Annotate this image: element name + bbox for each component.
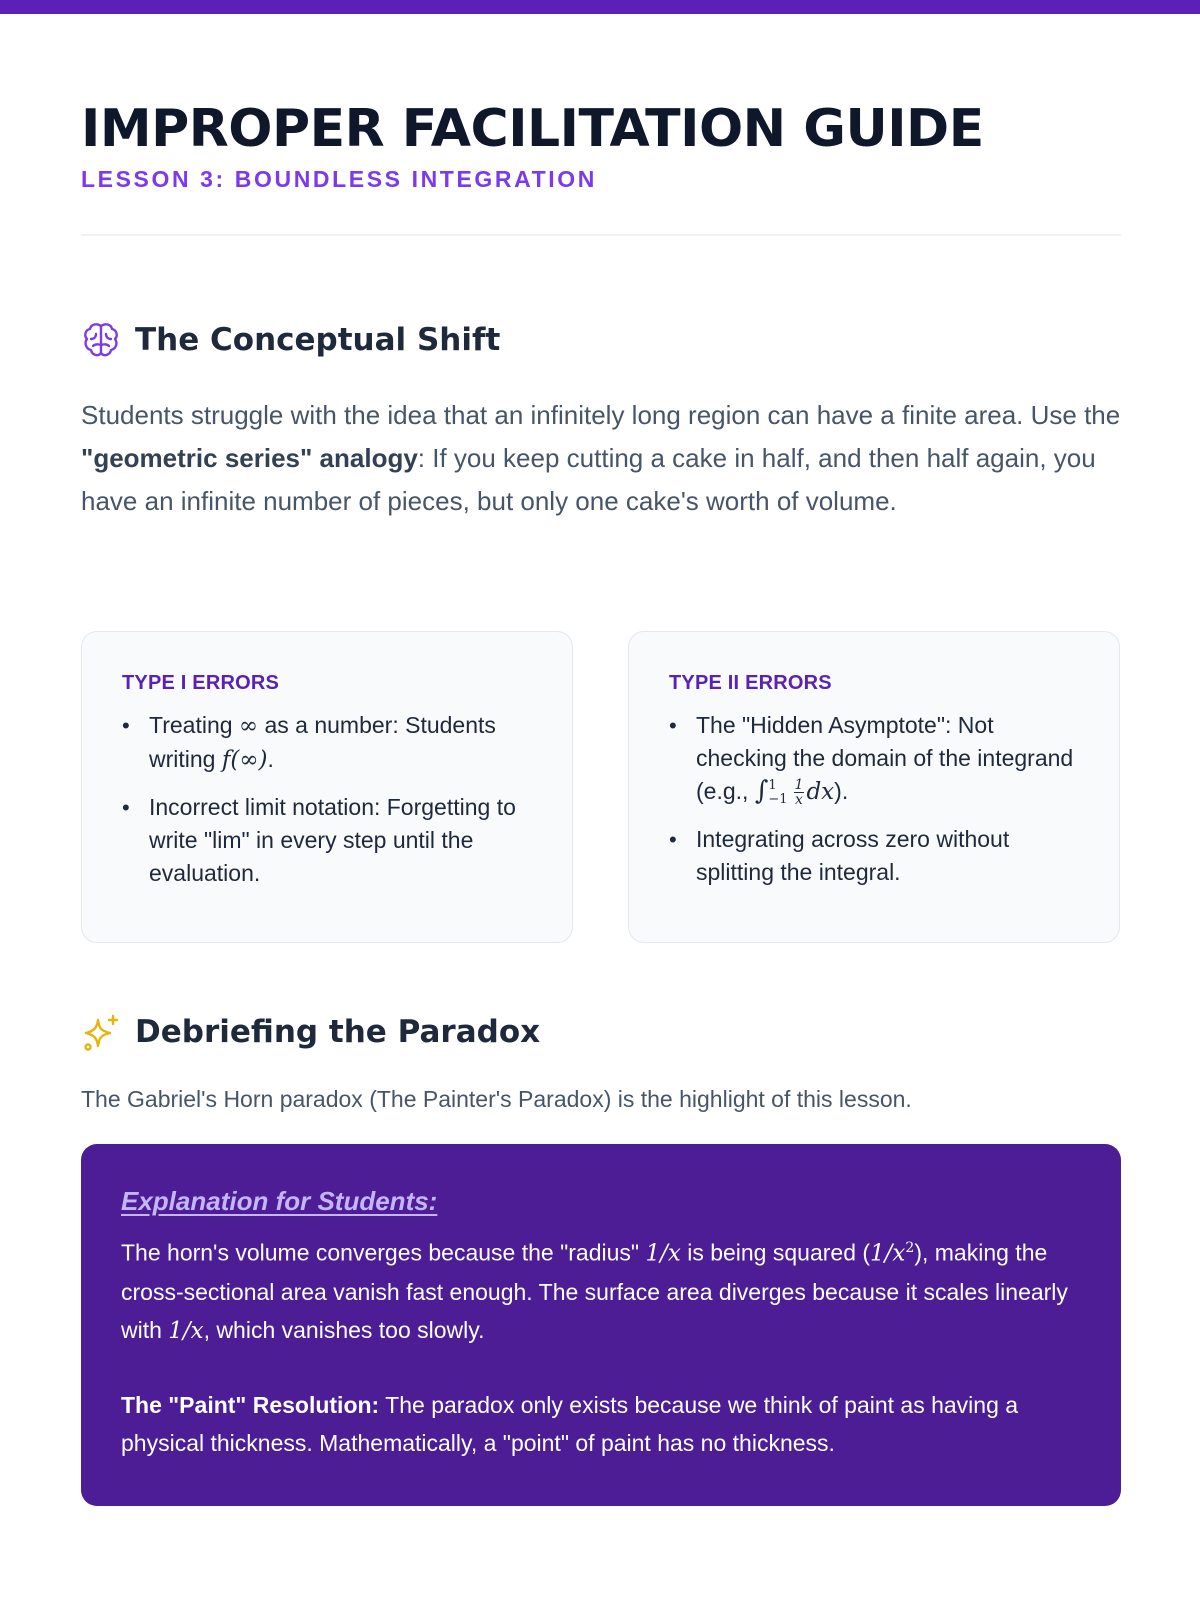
fraction-numerator: 1 [794, 777, 804, 794]
explanation-text: ), making the cross-sectional area vanish fast enough. The surface area diverges because it scales linearly with [121, 1239, 1068, 1343]
explanation-box [81, 1144, 1121, 1506]
list-item [669, 709, 1089, 809]
list-item [122, 709, 542, 777]
intro-bold-analogy: "geometric series" analogy [81, 443, 418, 473]
item-text: as a number: Students writing [149, 712, 496, 772]
item-text: . [267, 746, 274, 772]
item-text: ). [834, 778, 849, 804]
math-expression: 1/x [168, 1317, 204, 1344]
list-item: • Incorrect limit notation: Forgetting to write "lim" in every step until the evaluation. [122, 791, 542, 890]
math-expression: 1/x [645, 1240, 681, 1267]
explanation-text: , which vanishes too slowly. [203, 1316, 485, 1343]
page-subtitle: LESSON 3: BOUNDLESS INTEGRATION [81, 166, 597, 192]
math-expression: 1/x [870, 1240, 906, 1267]
type-one-errors-title: TYPE I ERRORS [122, 672, 280, 694]
lower-limit: −1 [768, 791, 788, 807]
paint-resolution-paragraph [121, 1386, 1081, 1462]
page-title: IMPROPER FACILITATION GUIDE [81, 99, 984, 159]
list-item: • Integrating across zero without splitting the integral. [669, 823, 1089, 889]
fraction-denominator: x [795, 792, 803, 809]
differential: dx [806, 779, 835, 805]
conceptual-shift-heading: The Conceptual Shift [135, 322, 501, 358]
upper-limit: 1 [768, 777, 777, 793]
intro-text-end: : If you keep cutting a cake in half, and then half again, you have an infinite number of pieces, but only one cake's worth of volume. [81, 443, 1096, 516]
integral-sign: ∫ [754, 776, 769, 806]
intro-text-start: Students struggle with the idea that an infinitely long region can have a finite area. Use the [81, 400, 1121, 430]
conceptual-shift-header [81, 318, 500, 362]
explanation-paragraph [121, 1229, 1081, 1350]
brain-icon [81, 320, 121, 360]
infinity-symbol: ∞ [238, 713, 259, 739]
conceptual-shift-text [81, 394, 1121, 523]
explanation-text: The horn's volume converges because the "radius" [121, 1239, 646, 1266]
type-two-errors-list [669, 709, 1089, 889]
type-two-errors-title: TYPE II ERRORS [669, 672, 832, 694]
type-two-errors-card [628, 631, 1120, 943]
explanation-title: Explanation for Students: [121, 1186, 438, 1216]
paradox-intro-text: The Gabriel's Horn paradox (The Painter's Paradox) is the highlight of this lesson. [81, 1086, 912, 1112]
type-one-errors-card [81, 631, 573, 943]
exponent: 2 [905, 1240, 915, 1256]
fraction [794, 778, 805, 807]
math-expression: f(∞) [221, 747, 268, 773]
paint-resolution-text: The paradox only exists because we think of paint as having a physical thickness. Mathematically, a "point" of paint has no thickness. [121, 1391, 1019, 1456]
item-text: The "Hidden Asymptote": Not checking the domain of the integrand (e.g., [696, 712, 1074, 804]
sparkles-icon [81, 1012, 121, 1052]
explanation-text: is being squared ( [680, 1239, 871, 1266]
header-divider [81, 234, 1121, 236]
item-text: Treating [149, 712, 239, 738]
paradox-header [81, 1010, 540, 1054]
paradox-heading: Debriefing the Paradox [135, 1014, 541, 1050]
top-accent-bar [0, 0, 1200, 14]
type-one-errors-list [122, 709, 542, 890]
integral-limits [768, 779, 787, 807]
paint-resolution-label: The "Paint" Resolution: [121, 1391, 380, 1418]
